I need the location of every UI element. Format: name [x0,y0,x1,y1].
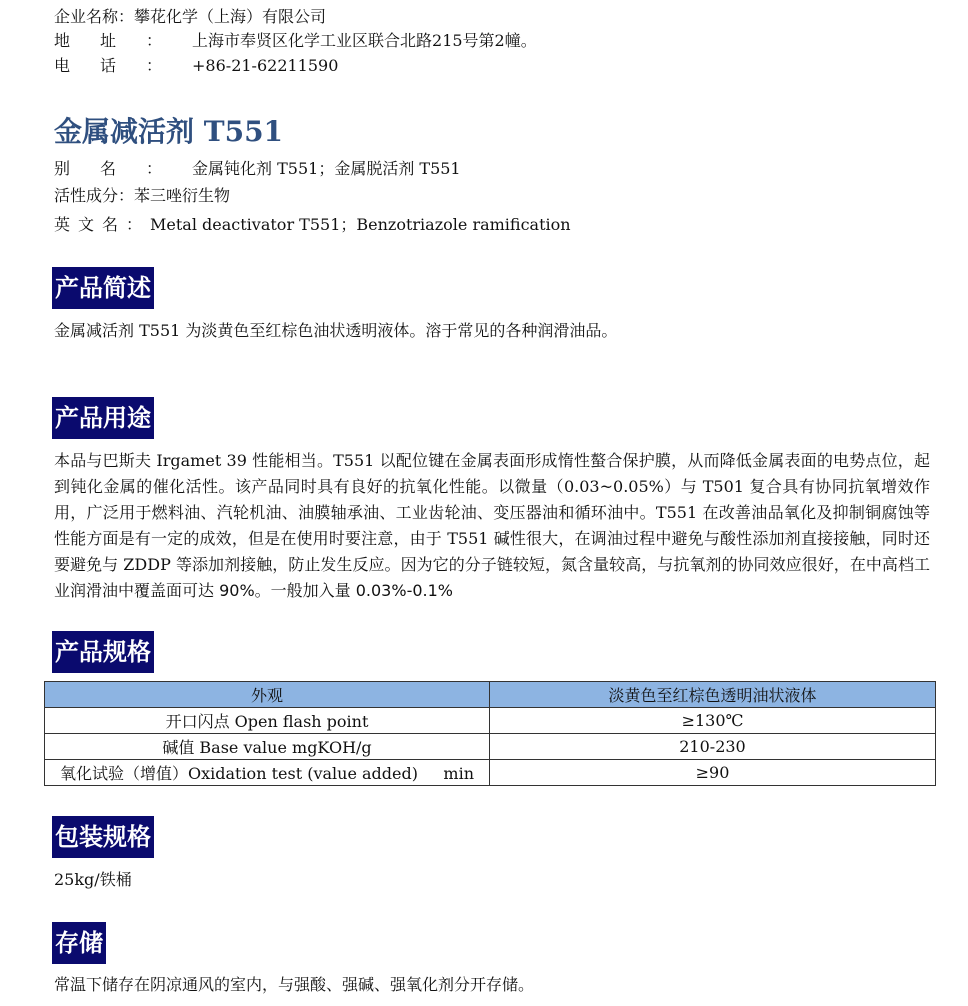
product-alias-line [54,158,461,180]
usage-text: 本品与巴斯夫 Irgamet 39 性能相当。T551 以配位键在金属表面形成惰性螯合保护膜，从而降低金属表面的电势点位，起到钝化金属的催化活性。该产品同时具有良好的抗氧化性能。以微量（0.03~0.05%）与 T501 复合具有协同抗氧增效作用，广泛用于燃料油、汽轮机油、油膜轴承油、工业齿轮油、变压器油和循环油中。T551 在改善油品氧化及抑制铜腐蚀等性能方面是有一定的成效，但是在使用时要注意，由于 T551 碱性很大，在调油过程中避免与酸性添加剂直接接触，同时还要避免与 ZDDP 等添加剂接触，防止发生反应。因为它的分子链较短，氮含量较高，与抗氧剂的协同效应很好， [54,451,930,574]
company-address-line [54,30,537,52]
spec-header-appearance-value: 淡黄色至红棕色透明油状液体 [490,682,936,708]
product-english-label: 英文名： [54,215,151,234]
spec-heading: 产品规格 [52,631,154,673]
overview-heading: 产品简述 [52,267,154,309]
product-alias-label: 别名： [54,159,193,178]
usage-heading: 产品用途 [52,397,154,439]
product-active-label: 活性成分： [54,186,135,205]
spec-row-flash-point-value: ≥130℃ [490,708,936,734]
company-phone-line [54,55,338,77]
packaging-heading: 包装规格 [52,816,154,858]
product-title: 金属减活剂 T551 [54,115,284,148]
company-address-label: 地址： [54,31,193,50]
storage-text: 常温下储存在阴凉通风的室内，与强酸、强碱、强氧化剂分开存储。 [54,975,535,994]
company-name-line [54,6,326,28]
product-english: Metal deactivator T551；Benzotriazole ramification [150,215,571,234]
product-alias: 金属钝化剂 T551；金属脱活剂 T551 [192,159,461,178]
table-row [45,734,936,760]
spec-row-base-value-value: 210-230 [490,734,936,760]
company-address: 上海市奉贤区化学工业区联合北路215号第2幢。 [192,31,537,50]
spec-table [44,681,936,786]
usage-paragraph [54,448,930,604]
packaging-text: 25kg/铁桶 [54,870,132,889]
overview-text: 金属减活剂 T551 为淡黄色至红棕色油状透明液体。溶于常见的各种润滑油品。 [54,321,618,340]
storage-heading: 存储 [52,922,106,964]
company-name-label: 企业名称： [54,7,135,26]
usage-text-tail: 在中高档工业润滑油中覆盖面可达 90%。一般加入量 0.03%-0.1% [54,555,930,600]
product-active: 苯三唑衍生物 [134,186,231,205]
spec-row-oxidation-label: 氧化试验（增值）Oxidation test (value added) min [45,760,490,786]
company-name: 攀花化学（上海）有限公司 [134,7,327,26]
spec-row-base-value-label: 碱值 Base value mgKOH/g [45,734,490,760]
spec-row-flash-point-label: 开口闪点 Open flash point [45,708,490,734]
company-phone-label: 电话： [54,56,193,75]
company-phone: +86-21-62211590 [192,56,339,75]
spec-header-appearance: 外观 [45,682,490,708]
product-active-line [54,185,230,207]
product-english-line [54,214,571,236]
spec-row-oxidation-value: ≥90 [490,760,936,786]
table-row [45,708,936,734]
table-row [45,760,936,786]
spec-table-header-row [45,682,936,708]
